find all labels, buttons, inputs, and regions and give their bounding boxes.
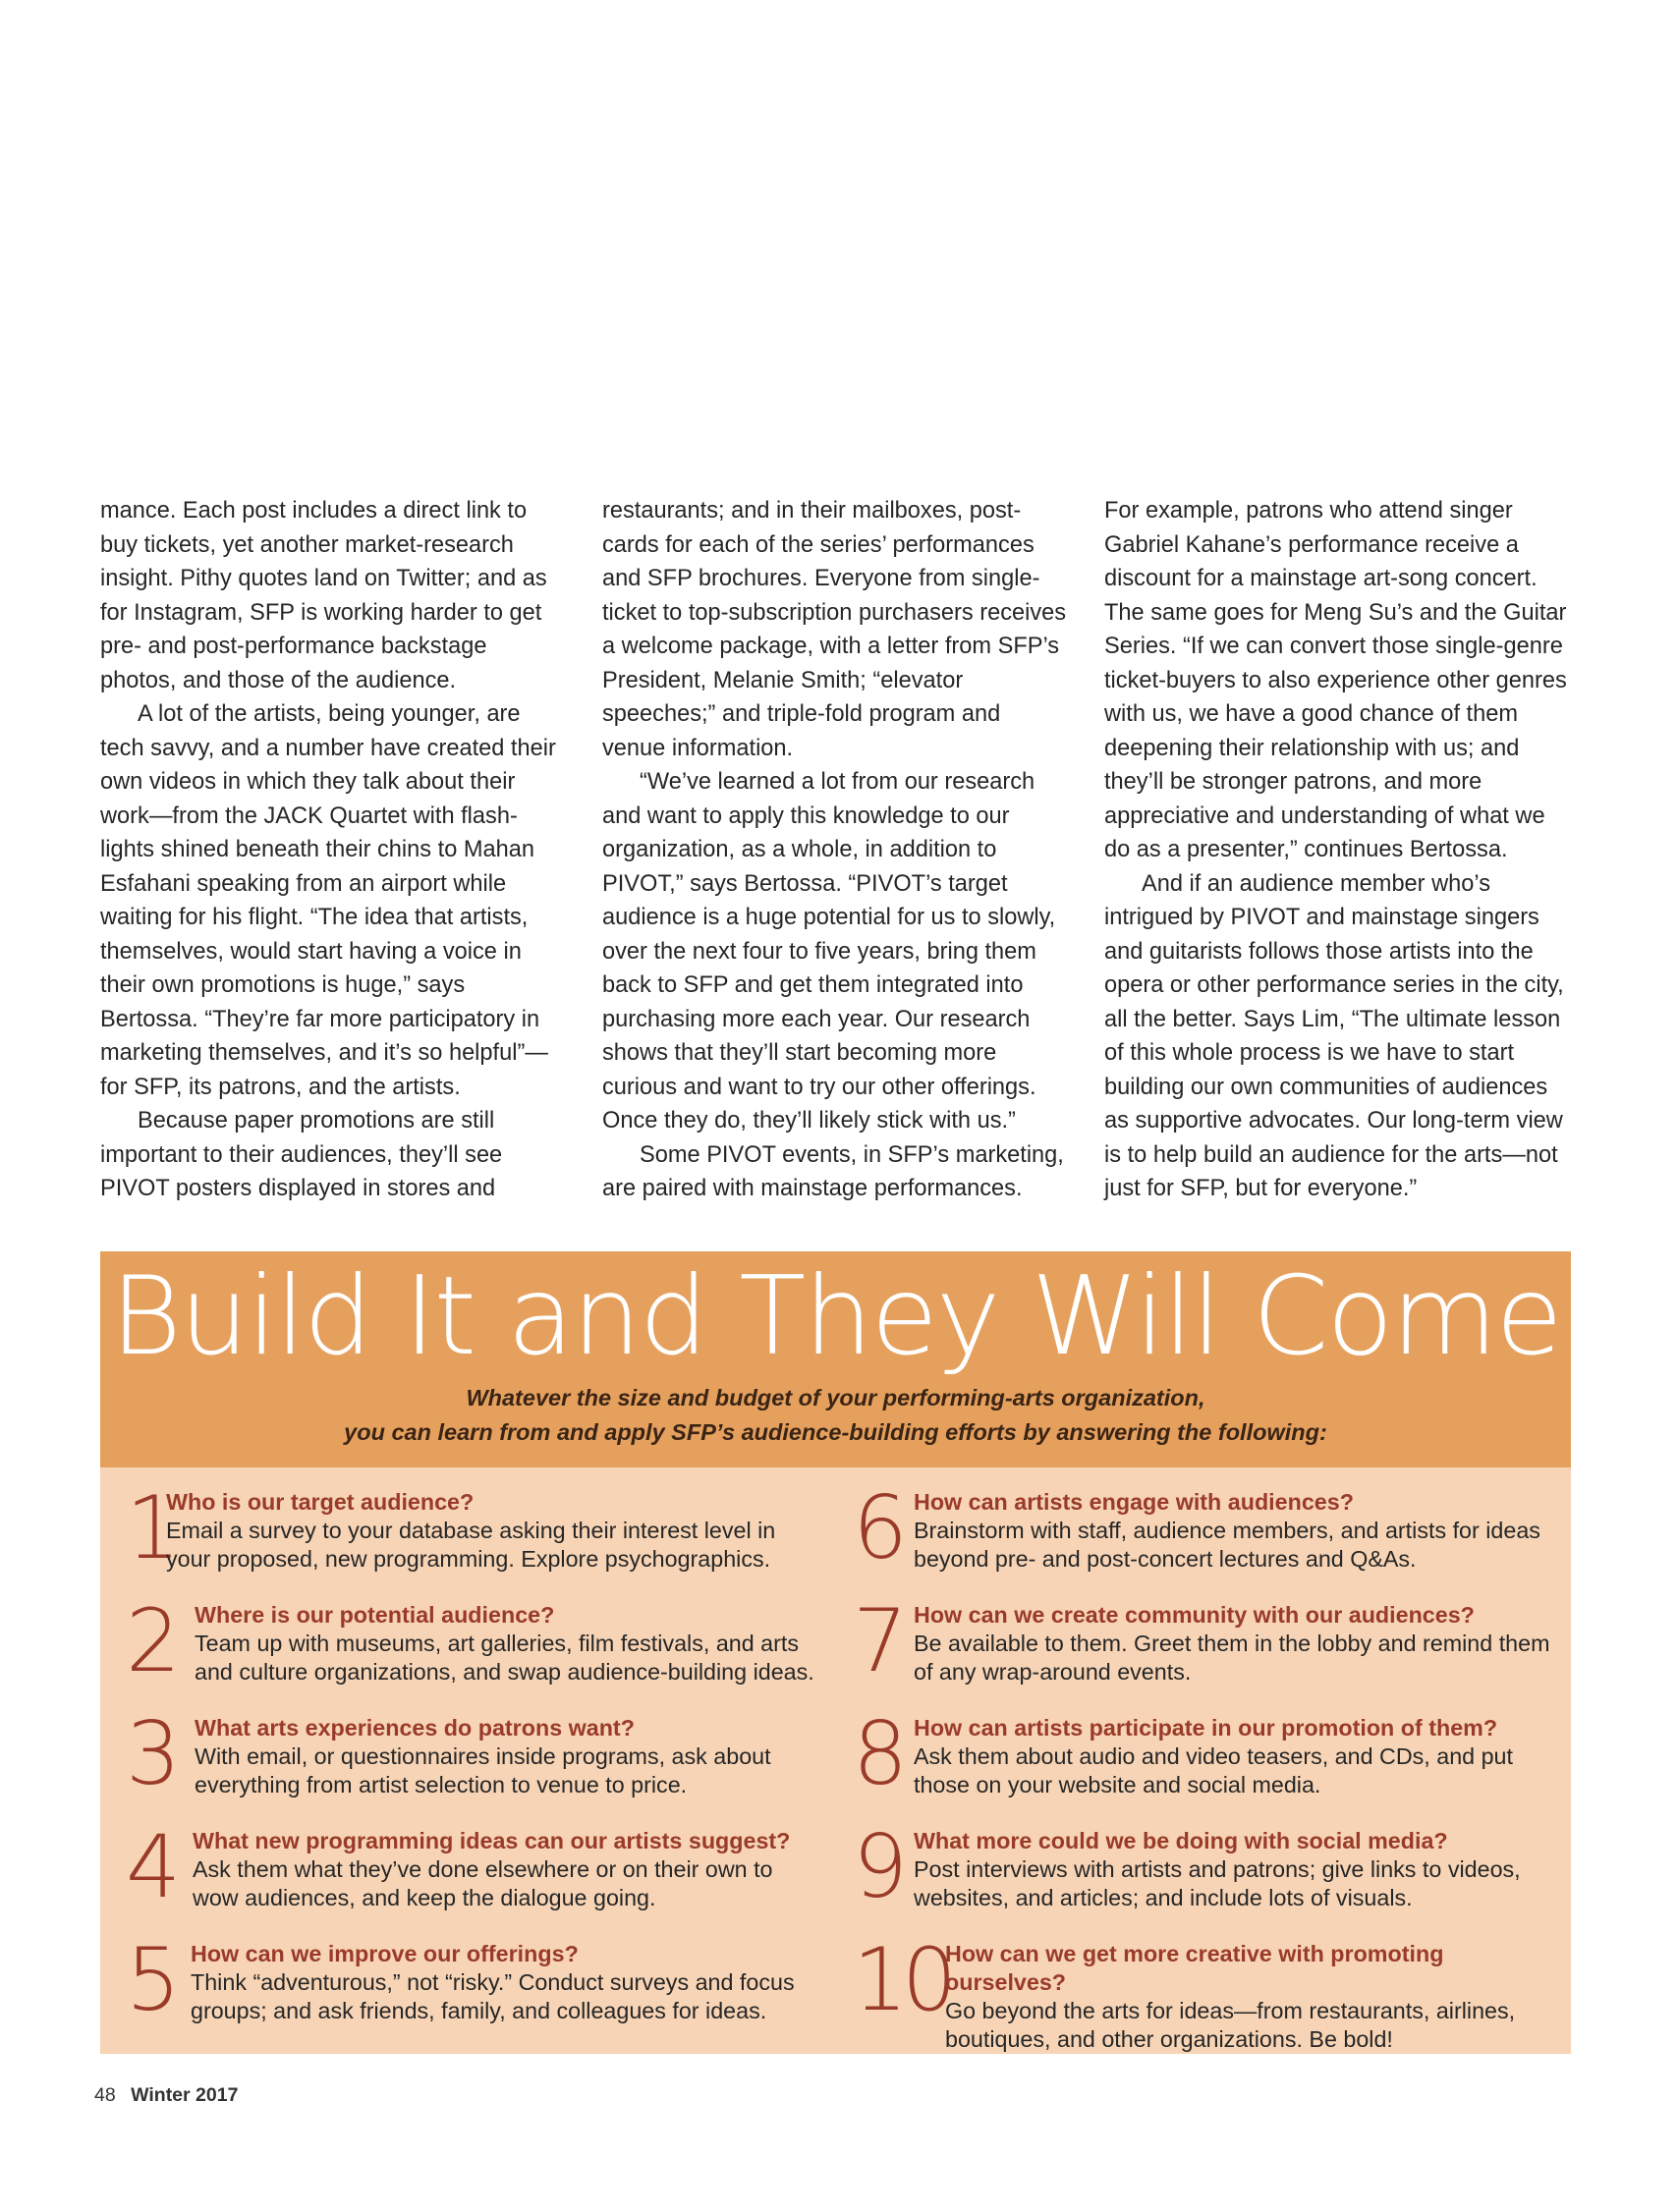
item-text xyxy=(914,1488,1560,1574)
list-item xyxy=(853,1816,1560,1917)
item-text xyxy=(914,1827,1560,1912)
article-column-3 xyxy=(1104,494,1572,1206)
item-question: How can we improve our offerings? xyxy=(191,1941,579,1966)
sidebar-subtitle xyxy=(100,1381,1571,1450)
sidebar-box xyxy=(100,1251,1571,2054)
sidebar-subtitle-line: you can learn from and apply SFP’s audience-building efforts by answering the following: xyxy=(344,1419,1327,1445)
item-answer: Think “adventurous,” not “risky.” Conduct surveys and focus groups; and ask friends, family, and colleagues for ideas. xyxy=(191,1969,795,2023)
item-question: What more could we be doing with social media? xyxy=(914,1828,1448,1853)
item-answer: Go beyond the arts for ideas—from restaurants, airlines, boutiques, and other organizations. Be bold! xyxy=(945,1998,1516,2052)
paragraph: Some PIVOT events, in SFP’s marketing, are paired with mainstage performances. xyxy=(602,1141,1064,1201)
item-answer: Email a survey to your database asking their interest level in your proposed, new programming. Explore psychographics. xyxy=(166,1518,776,1572)
item-question: What new programming ideas can our artists suggest? xyxy=(193,1828,791,1853)
list-item xyxy=(126,1590,823,1691)
article-column-1 xyxy=(100,494,568,1206)
list-item xyxy=(126,1816,823,1917)
item-question: Where is our potential audience? xyxy=(195,1602,555,1628)
item-number: 6 xyxy=(853,1477,908,1578)
list-item xyxy=(126,1477,823,1578)
item-text xyxy=(191,1940,823,2025)
item-text xyxy=(945,1940,1570,2054)
item-answer: Post interviews with artists and patrons; give links to videos, websites, and articles; and include lots of visuals. xyxy=(914,1856,1521,1910)
item-question: How can we get more creative with promoting ourselves? xyxy=(945,1941,1444,1995)
item-answer: With email, or questionnaires inside programs, ask about everything from artist selection to venue to price. xyxy=(195,1743,771,1797)
item-number: 9 xyxy=(853,1816,908,1917)
item-text xyxy=(166,1488,824,1574)
item-text xyxy=(195,1601,823,1687)
item-question: Who is our target audience? xyxy=(166,1489,475,1515)
item-question: How can we create community with our audiences? xyxy=(914,1602,1475,1628)
item-number: 7 xyxy=(853,1590,908,1691)
item-number: 8 xyxy=(853,1703,908,1804)
list-item xyxy=(126,1703,823,1804)
item-question: How can artists participate in our promotion of them? xyxy=(914,1715,1498,1741)
article-column-2 xyxy=(602,494,1070,1206)
sidebar-title: Build It and They Will Come xyxy=(110,1253,1561,1380)
paragraph: And if an audience member who’s intrigued by PIVOT and mainstage singers and guitarists follows those artists into the opera or other performance series in the city, all the better. Says Lim, “The ultimate lesson of this whole process is we have to start building our own communities of audiences as supportive advocates. Our long-term view is to help build an audience for the arts—not just for SFP, but for everyone.” xyxy=(1104,870,1564,1201)
item-number: 2 xyxy=(126,1590,181,1691)
list-item xyxy=(853,1703,1560,1804)
item-question: What arts experiences do patrons want? xyxy=(195,1715,635,1741)
article-body xyxy=(100,494,1572,1206)
item-text xyxy=(914,1601,1560,1687)
item-number: 3 xyxy=(126,1703,181,1804)
sidebar-subtitle-line: Whatever the size and budget of your performing-arts organization, xyxy=(466,1385,1205,1410)
item-number: 1 xyxy=(126,1477,181,1578)
page-number: 48 xyxy=(94,2084,116,2106)
item-number: 4 xyxy=(126,1816,181,1917)
item-number: 5 xyxy=(126,1929,181,2030)
item-text xyxy=(914,1714,1560,1799)
page-footer xyxy=(94,2084,238,2107)
item-question: How can artists engage with audiences? xyxy=(914,1489,1354,1515)
item-answer: Team up with museums, art galleries, film festivals, and arts and culture organizations, and swap audience-building ideas. xyxy=(195,1631,814,1685)
sidebar-header xyxy=(100,1251,1571,1467)
item-answer: Ask them about audio and video teasers, and CDs, and put those on your website and social media. xyxy=(914,1743,1513,1797)
paragraph: “We’ve learned a lot from our research and want to apply this knowledge to our organization, as a whole, in addition to PIVOT,” says Bertossa. “PIVOT’s target audience is a huge potential for us to slowly, over the next four to five years, bring them back to SFP and get them integrated into purchasing more each year. Our research shows that they’ll start becoming more curious and want to try our other offerings. Once they do, they’ll likely stick with us.” xyxy=(602,769,1056,1134)
list-item xyxy=(126,1929,823,2030)
item-answer: Ask them what they’ve done elsewhere or on their own to wow audiences, and keep the dialogue going. xyxy=(193,1856,773,1910)
item-answer: Brainstorm with staff, audience members, and artists for ideas beyond pre- and post-concert lectures and Q&As. xyxy=(914,1518,1540,1572)
paragraph: mance. Each post includes a direct link to buy tickets, yet another market-research insight. Pithy quotes land on Twitter; and as for Instagram, SFP is working harder to get pre- and post-performance backstage photos, and those of the audience. xyxy=(100,498,547,693)
issue-label: Winter 2017 xyxy=(131,2084,239,2106)
item-number: 10 xyxy=(853,1929,951,2030)
item-text xyxy=(193,1827,823,1912)
paragraph: Because paper promotions are still important to their audiences, they’ll see PIVOT posters displayed in stores and xyxy=(100,1108,503,1201)
paragraph: restaurants; and in their mailboxes, post-cards for each of the series’ performances and SFP brochures. Everyone from single-ticket to top-subscription purchasers receives a welcome package, with a letter from SFP’s President, Melanie Smith; “elevator speeches;” and triple-fold program and venue information. xyxy=(602,498,1067,761)
list-item xyxy=(853,1477,1560,1578)
list-item xyxy=(853,1929,1570,2052)
list-item xyxy=(853,1590,1560,1691)
item-answer: Be available to them. Greet them in the lobby and remind them of any wrap-around events. xyxy=(914,1631,1550,1685)
paragraph: A lot of the artists, being younger, are tech savvy, and a number have created their own videos in which they talk about their work—from the JACK Quartet with flash-lights shined beneath their chins to Mahan Esfahani speaking from an airport while waiting for his flight. “The idea that artists, themselves, would start having a voice in their own promotions is huge,” says Bertossa. “They’re far more participatory in marketing themselves, and it’s so helpful”—for SFP, its patrons, and the artists. xyxy=(100,701,556,1100)
item-text xyxy=(195,1714,823,1799)
paragraph: For example, patrons who attend singer Gabriel Kahane’s performance receive a discount for a mainstage art-song concert. The same goes for Meng Su’s and the Guitar Series. “If we can convert those single-genre ticket-buyers to also experience other genres with us, we have a good chance of them deepening their relationship with us; and they’ll be stronger patrons, and more appreciative and understanding of what we do as a presenter,” continues Bertossa. xyxy=(1104,498,1567,862)
